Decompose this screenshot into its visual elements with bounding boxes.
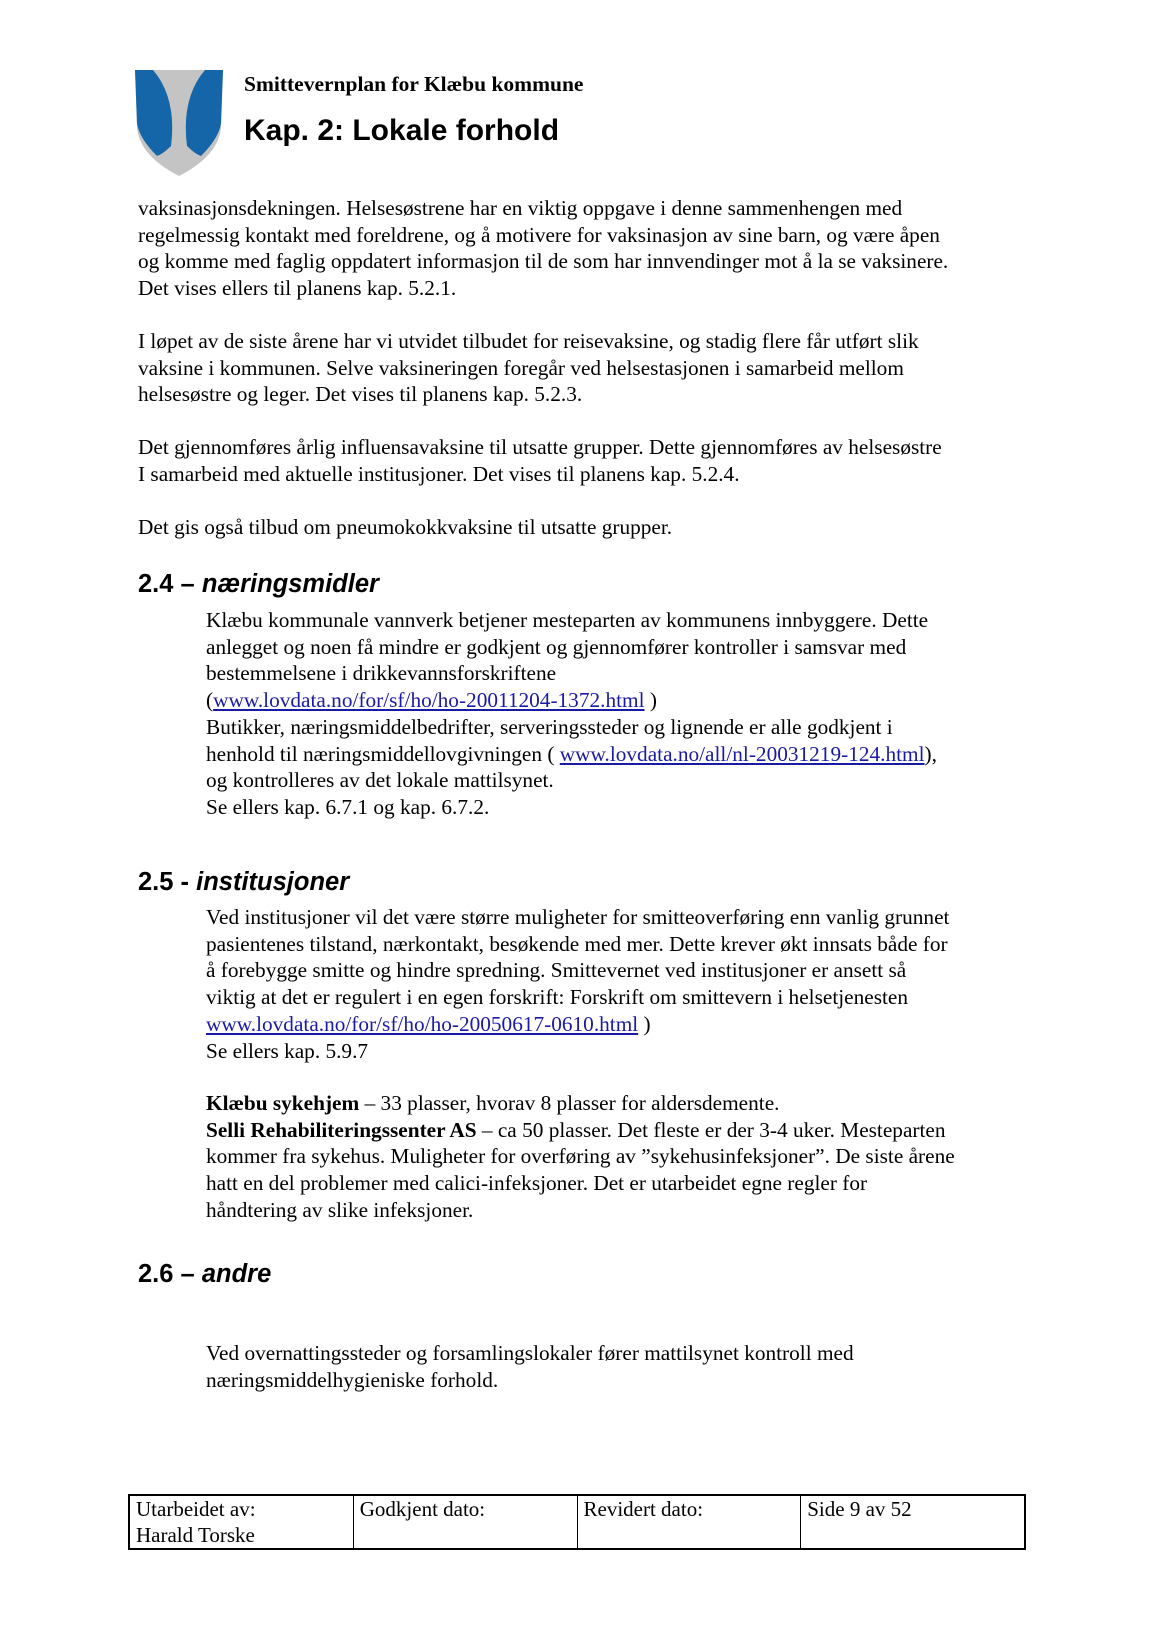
text-fragment: henhold til næringsmiddellovgivningen (: [206, 741, 560, 766]
paren-open: (: [206, 688, 214, 713]
section-2-6-body: [206, 1340, 854, 1393]
chapter-title: Kap. 2: Lokale forhold: [244, 114, 560, 147]
section-2-5-body: [206, 904, 949, 1064]
footer-revised-date: [578, 1496, 802, 1548]
institutions-list: [206, 1090, 955, 1224]
text-line: vaksine i kommunen. Selve vaksineringen foregår ved helsestasjonen i samarbeid mellom: [138, 355, 904, 380]
institution-name: Klæbu sykehjem: [206, 1091, 360, 1115]
text-line: [206, 687, 937, 714]
text-line: helsesøstre og leger. Det vises til planens kap. 5.2.3.: [138, 382, 583, 407]
section-title: andre: [201, 1260, 272, 1288]
text-line: Det gjennomføres årlig influensavaksine til utsatte grupper. Dette gjennomføres av helsesøstre: [138, 435, 942, 459]
section-heading-2-4: [138, 570, 379, 599]
section-title: næringsmidler: [201, 570, 379, 598]
section-heading-2-5: [138, 868, 349, 897]
text-line: anlegget og noen få mindre er godkjent og gjennomfører kontroller i samsvar med: [206, 634, 907, 659]
text-line: vaksinasjonsdekningen. Helsesøstrene har en viktig oppgave i denne sammenhengen med: [138, 196, 903, 220]
lovdata-food-law-link[interactable]: www.lovdata.no/all/nl-20031219-124.html: [559, 741, 925, 766]
document-subtitle: Smittevernplan for Klæbu kommune: [244, 72, 584, 96]
text-line: I løpet av de siste årene har vi utvidet tilbudet for reisevaksine, og stadig flere får utført slik: [138, 329, 919, 353]
intro-paragraph-4: [138, 514, 672, 541]
institution-klaebu-sykehjem: [206, 1090, 955, 1117]
text-line: Butikker, næringsmiddelbedrifter, serveringssteder og lignende er alle godkjent i: [206, 714, 893, 739]
section-number: 2.6 –: [138, 1260, 202, 1288]
text-line: hatt en del problemer med calici-infeksjoner. Det er utarbeidet egne regler for: [206, 1171, 868, 1196]
footer-prepared-by: [130, 1496, 354, 1548]
institution-name: Selli Rehabiliteringssenter AS: [206, 1117, 477, 1142]
footer-table: [128, 1494, 1026, 1550]
paren-close: ): [638, 1011, 651, 1036]
text-line: [206, 741, 937, 768]
intro-paragraph-2: [138, 328, 919, 408]
text-line: [206, 1011, 949, 1038]
text-line: og komme med faglig oppdatert informasjon til de som har innvendinger mot å la se vaksinere.: [138, 249, 949, 274]
text-line: Det vises ellers til planens kap. 5.2.1.: [138, 276, 457, 301]
text-line: I samarbeid med aktuelle institusjoner. Det vises til planens kap. 5.2.4.: [138, 461, 740, 486]
section-title: institusjoner: [196, 868, 350, 896]
text-line: bestemmelsene i drikkevannsforskriftene: [206, 661, 557, 686]
lovdata-drinking-water-link[interactable]: www.lovdata.no/for/sf/ho/ho-20011204-1372.html: [213, 688, 645, 713]
text-line: pasientenes tilstand, nærkontakt, besøkende med mer. Dette krever økt innsats både for: [206, 931, 948, 956]
text-line: Ved institusjoner vil det være større muligheter for smitteoverføring enn vanlig grunnet: [206, 905, 950, 929]
text-line: kommer fra sykehus. Muligheter for overføring av ”sykehusinfeksjoner”. De siste årene: [206, 1144, 955, 1169]
approved-label: Godkjent dato:: [359, 1497, 486, 1521]
text-line: Ved overnattingssteder og forsamlingslokaler fører mattilsynet kontroll med: [206, 1341, 854, 1365]
page-number: Side 9 av 52: [807, 1497, 912, 1521]
section-heading-2-6: [138, 1260, 271, 1289]
text-line: Det gis også tilbud om pneumokokkvaksine til utsatte grupper.: [138, 515, 673, 539]
institution-description: – ca 50 plasser. Det fleste er der 3-4 uker. Mesteparten: [476, 1117, 946, 1142]
intro-paragraph-3: [138, 434, 942, 487]
footer-page-number: [801, 1496, 1024, 1548]
institution-description: – 33 plasser, hvorav 8 plasser for aldersdemente.: [359, 1091, 780, 1115]
paren-close: ): [644, 688, 657, 713]
text-line: Se ellers kap. 6.7.1 og kap. 6.7.2.: [206, 794, 490, 819]
institution-selli: [206, 1117, 955, 1144]
prepared-label: Utarbeidet av:: [136, 1497, 256, 1521]
lovdata-infection-control-link[interactable]: www.lovdata.no/for/sf/ho/ho-20050617-0610.html: [206, 1011, 639, 1036]
section-number: 2.4 –: [138, 570, 202, 598]
text-line: håndtering av slike infeksjoner.: [206, 1197, 474, 1222]
text-line: og kontrolleres av det lokale mattilsynet.: [206, 768, 554, 793]
text-line: å forebygge smitte og hindre spredning. Smittevernet ved institusjoner er ansett så: [206, 958, 907, 983]
text-line: regelmessig kontakt med foreldrene, og å motivere for vaksinasjon av sine barn, og være åpen: [138, 222, 940, 247]
section-number: 2.5 -: [138, 868, 197, 896]
page-header: [133, 68, 833, 178]
text-line: næringsmiddelhygieniske forhold.: [206, 1367, 499, 1392]
coat-of-arms-icon: [133, 68, 225, 178]
text-line: Klæbu kommunale vannverk betjener mesteparten av kommunens innbyggere. Dette: [206, 608, 929, 632]
revised-label: Revidert dato:: [583, 1497, 704, 1521]
section-2-4-body: [206, 607, 937, 821]
intro-paragraph-1: [138, 195, 948, 302]
text-line: Se ellers kap. 5.9.7: [206, 1038, 369, 1063]
text-fragment: ),: [924, 741, 937, 766]
prepared-name: Harald Torske: [136, 1523, 255, 1547]
footer-approved-date: [354, 1496, 578, 1548]
text-line: viktig at det er regulert i en egen forskrift: Forskrift om smittevern i helsetjenesten: [206, 985, 909, 1010]
